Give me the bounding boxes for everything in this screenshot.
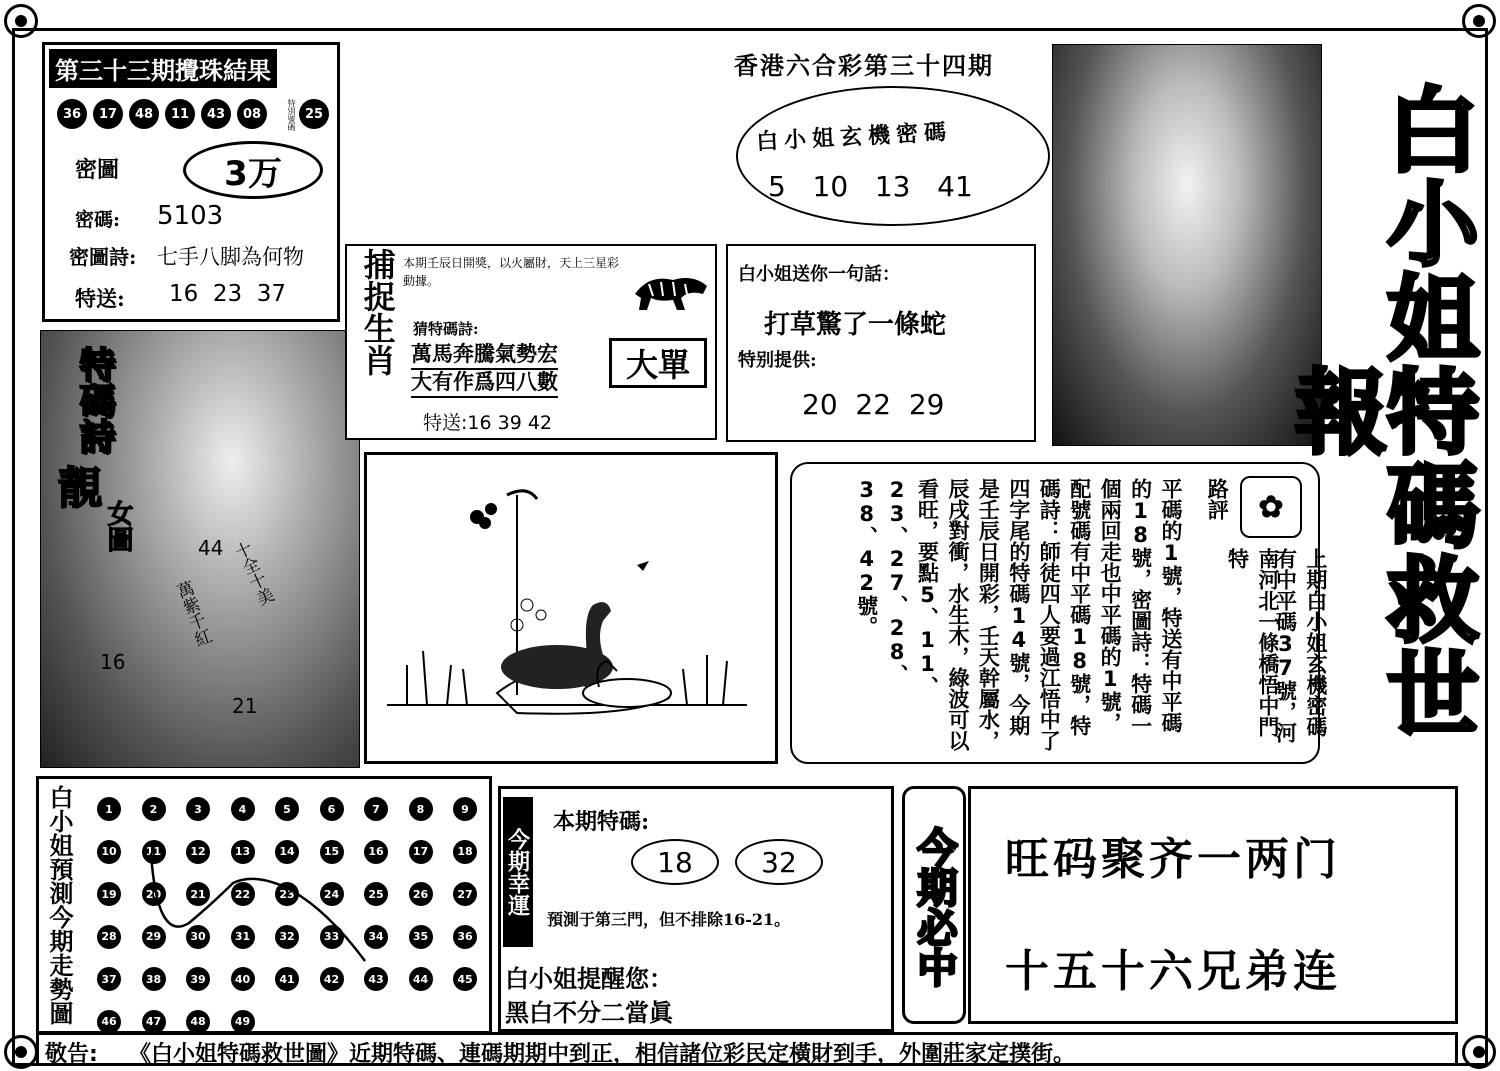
result-ball: 11: [165, 99, 195, 129]
tiger-icon: [629, 264, 713, 314]
trend-panel: [36, 776, 492, 1034]
trend-ball: 39: [186, 967, 210, 991]
trend-ball: 2: [142, 797, 166, 821]
trend-ball: 25: [364, 882, 388, 906]
commentary-body: 平碼的1號，特送有中平碼的18號，密圖詩：特碼一個兩回走也中平碼的1號，配號碼有中平碼18號，特碼詩：師徒四人要過江悟中了四字尾的特碼14號，今期是壬辰日開彩，壬天幹屬水，辰戌對衝，水生木，綠波可以看旺，要點5、11、23、27、28、38、42號。: [854, 478, 1183, 751]
trend-ball: 41: [275, 967, 299, 991]
commentary-label: 路評: [1205, 478, 1231, 520]
trend-ball: 5: [275, 797, 299, 821]
lucky-title: 本期特碼:: [553, 809, 650, 835]
duck-painting: [364, 452, 778, 764]
must-win-panel: [968, 786, 1458, 1024]
saying-label: 白小姐送你一句話：: [738, 264, 900, 285]
issue-title: 香港六合彩第三十四期: [734, 51, 994, 80]
reminder-label: 白小姐提醒您：: [505, 965, 673, 993]
saying-special-label: 特别提供:: [738, 350, 817, 371]
trend-ball: 49: [231, 1010, 255, 1034]
trend-ball: 7: [364, 797, 388, 821]
capture-tesong: 特送:16 39 42: [423, 412, 553, 434]
girl-vertical-title: 特碼詩: [74, 346, 116, 454]
commentary-stamp-icon: ✿: [1240, 476, 1302, 538]
phrase-1: 十全十美: [228, 539, 276, 610]
trend-ball: 28: [97, 925, 121, 949]
trend-ball: 29: [142, 925, 166, 949]
oval-numbers: 5 10 13 41: [768, 170, 973, 203]
commentary-column-1: 上期白小姐玄機密碼有中平碼37號，河: [1273, 548, 1328, 743]
trend-ball: 11: [142, 840, 166, 864]
trend-ball: 35: [409, 925, 433, 949]
capture-poem-line1: 萬馬奔騰氣勢宏: [411, 338, 558, 370]
trend-ball: 24: [320, 882, 344, 906]
lucky-number-2: 32: [735, 839, 823, 885]
saying-special-numbers: 20 22 29: [802, 388, 945, 421]
trend-ball: 14: [275, 840, 299, 864]
capture-note: 本期壬辰日開獎，以火屬財，天上三星彩動據。: [403, 256, 620, 288]
trend-ball: 36: [453, 925, 477, 949]
trend-ball: 4: [231, 797, 255, 821]
result-ball: 36: [57, 99, 87, 129]
corner-ornament: [1462, 4, 1496, 38]
phrase-2: 萬紫千紅: [171, 578, 214, 650]
trend-ball: 1: [97, 797, 121, 821]
trend-ball: 42: [320, 967, 344, 991]
oval-title: 白小姐玄機密碼: [755, 118, 953, 156]
reminder-text: 黑白不分二當眞: [505, 999, 673, 1027]
trend-ball: 19: [97, 882, 121, 906]
trend-ball: 13: [231, 840, 255, 864]
trend-ball: 27: [453, 882, 477, 906]
trend-ball: 22: [231, 882, 255, 906]
must-win-box: [902, 786, 966, 1024]
results-title: 第三十三期攪珠結果: [49, 49, 277, 88]
trend-ball: 18: [453, 840, 477, 864]
trend-ball: 43: [364, 967, 388, 991]
photo-num-44: 44: [198, 536, 224, 560]
trend-ball: 30: [186, 925, 210, 949]
trend-ball: 17: [409, 840, 433, 864]
secret-code-oval: [736, 86, 1050, 226]
lucky-prediction: 預測于第三門，但不排除16-21。: [547, 910, 791, 929]
trend-ball: 33: [320, 925, 344, 949]
trend-ball: 40: [231, 967, 255, 991]
result-ball: 17: [93, 99, 123, 129]
trend-ball: 20: [142, 882, 166, 906]
trend-ball: 32: [275, 925, 299, 949]
saying-panel: [726, 244, 1036, 442]
trend-line: [93, 793, 487, 1027]
special-label: 特別號碼: [287, 99, 296, 131]
lucky-panel: [498, 786, 894, 1032]
liang-char: 靚: [58, 463, 102, 514]
photo-num-16: 16: [100, 650, 126, 674]
trend-ball: 38: [142, 967, 166, 991]
trend-ball: 45: [453, 967, 477, 991]
duck-illustration: [367, 455, 775, 761]
trend-ball: 9: [453, 797, 477, 821]
must-win-line-2: 十五十六兄弟连: [1005, 946, 1341, 997]
mi-tu-oval: 3万: [183, 141, 323, 199]
tesong-label: 特送:: [75, 286, 125, 311]
trend-ball: 48: [186, 1010, 210, 1034]
corner-ornament: [1462, 1035, 1496, 1069]
trend-ball: 26: [409, 882, 433, 906]
lucky-number-1: 18: [631, 839, 719, 885]
capture-vertical-title: 捕捉生肖: [358, 248, 397, 376]
trend-ball: 15: [320, 840, 344, 864]
trend-ball: 46: [97, 1010, 121, 1034]
footer-bar: [36, 1032, 1458, 1066]
trend-ball: 8: [409, 797, 433, 821]
nv-tu-label: 女圖: [103, 500, 133, 552]
big-single-label: 大單: [609, 338, 707, 388]
corner-ornament: [4, 4, 38, 38]
footer-label: 敬告:: [45, 1042, 98, 1067]
mi-ma-value: 5103: [157, 201, 224, 231]
footer-text: 《白小姐特碼救世圖》近期特碼、連碼期期中到正，相信諸位彩民定橫財到手，外圍莊家定撲街。: [129, 1042, 1076, 1067]
result-ball: 25: [299, 99, 329, 129]
mi-tu-label: 密圖: [75, 157, 120, 183]
trend-ball: 16: [364, 840, 388, 864]
trend-ball: 31: [231, 925, 255, 949]
trend-vertical-title: 白小姐預測今期走勢圖: [45, 785, 74, 1025]
capture-poem-line2: 大有作爲四八數: [411, 366, 558, 398]
trend-ball: 6: [320, 797, 344, 821]
trend-ball: 37: [97, 967, 121, 991]
trend-ball: 34: [364, 925, 388, 949]
commentary-column-2: 南河北一條橋悟中門特: [1225, 548, 1280, 737]
capture-panel: [345, 244, 717, 440]
capture-poem-label: 猜特碼詩:: [413, 320, 479, 338]
trend-ball: 10: [97, 840, 121, 864]
tesong-value: 16 23 37: [169, 281, 287, 307]
must-win-label: 今期必中: [911, 827, 958, 987]
lucky-vertical-label: 今期幸運: [503, 797, 533, 947]
result-ball: 08: [237, 99, 267, 129]
trend-ball: 21: [186, 882, 210, 906]
trend-ball: 47: [142, 1010, 166, 1034]
result-ball: 43: [201, 99, 231, 129]
saying-text: 打草驚了一條蛇: [764, 310, 947, 340]
poem-value: 七手八脚為何物: [157, 245, 304, 269]
trend-ball: 44: [409, 967, 433, 991]
photo-num-21: 21: [232, 694, 258, 718]
mi-ma-label: 密碼:: [75, 209, 121, 231]
results-panel: [42, 42, 340, 322]
trend-ball: 12: [186, 840, 210, 864]
result-ball: 48: [129, 99, 159, 129]
trend-ball: 3: [186, 797, 210, 821]
trend-ball: 23: [275, 882, 299, 906]
masthead-title: 白小姐特碼救世報: [1280, 82, 1480, 740]
must-win-line-1: 旺码聚齐一两门: [1005, 834, 1341, 885]
commentary-panel: [790, 462, 1328, 764]
poem-label: 密圖詩:: [69, 245, 137, 269]
result-balls: [57, 97, 337, 133]
corner-ornament: [4, 1035, 38, 1069]
